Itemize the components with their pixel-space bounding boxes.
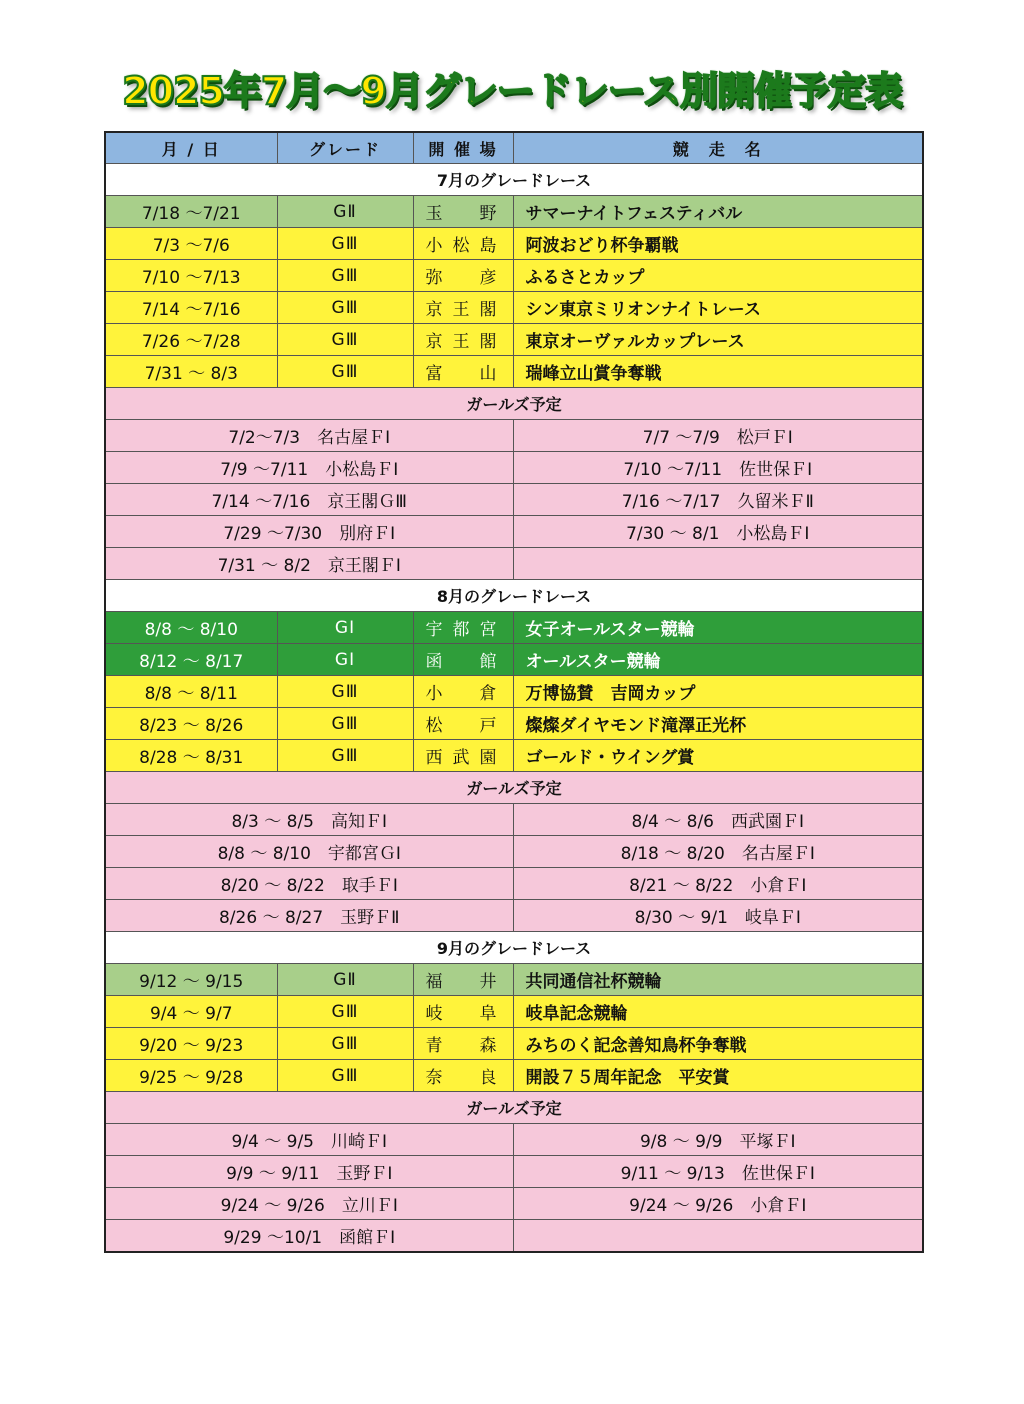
girls-row bbox=[105, 1188, 923, 1220]
girls-entry-right: 8/30 ～ 9/1 岐阜ＦⅠ bbox=[513, 900, 923, 932]
race-venue: 奈良 bbox=[413, 1060, 513, 1092]
girls-entry-left: 8/20 ～ 8/22 取手ＦⅠ bbox=[105, 868, 513, 900]
race-name: 共同通信社杯競輪 bbox=[513, 964, 923, 996]
race-grade: GⅢ bbox=[277, 1028, 413, 1060]
race-date: 9/20 ～ 9/23 bbox=[105, 1028, 277, 1060]
girls-row bbox=[105, 452, 923, 484]
race-venue: 京王閣 bbox=[413, 292, 513, 324]
race-row bbox=[105, 740, 923, 772]
girls-section-title: ガールズ予定 bbox=[105, 772, 923, 804]
race-grade: GⅢ bbox=[277, 260, 413, 292]
section-heading-august bbox=[105, 580, 923, 612]
race-name: ゴールド・ウイング賞 bbox=[513, 740, 923, 772]
header-grade: グレード bbox=[277, 132, 413, 164]
race-name: 岐阜記念競輪 bbox=[513, 996, 923, 1028]
section-heading-september bbox=[105, 932, 923, 964]
race-venue: 青森 bbox=[413, 1028, 513, 1060]
race-venue: 小倉 bbox=[413, 676, 513, 708]
girls-section-title: ガールズ予定 bbox=[105, 1092, 923, 1124]
race-date: 7/10 ～7/13 bbox=[105, 260, 277, 292]
race-venue: 富山 bbox=[413, 356, 513, 388]
race-row bbox=[105, 964, 923, 996]
race-grade: GⅢ bbox=[277, 740, 413, 772]
race-venue: 福井 bbox=[413, 964, 513, 996]
girls-entry-left: 7/29 ～7/30 別府ＦⅠ bbox=[105, 516, 513, 548]
girls-entry-right: 9/8 ～ 9/9 平塚ＦⅠ bbox=[513, 1124, 923, 1156]
girls-entry-left: 9/9 ～ 9/11 玉野ＦⅠ bbox=[105, 1156, 513, 1188]
race-grade: GⅠ bbox=[277, 644, 413, 676]
schedule-table bbox=[104, 131, 924, 1253]
girls-heading-august bbox=[105, 772, 923, 804]
race-row bbox=[105, 1028, 923, 1060]
race-name: みちのく記念善知鳥杯争奪戦 bbox=[513, 1028, 923, 1060]
girls-row bbox=[105, 868, 923, 900]
race-venue: 弥彦 bbox=[413, 260, 513, 292]
girls-heading-september bbox=[105, 1092, 923, 1124]
girls-entry-right: 7/10 ～7/11 佐世保ＦⅠ bbox=[513, 452, 923, 484]
race-name: 万博協賛 吉岡カップ bbox=[513, 676, 923, 708]
race-date: 7/26 ～7/28 bbox=[105, 324, 277, 356]
race-name: シン東京ミリオンナイトレース bbox=[513, 292, 923, 324]
race-date: 8/28 ～ 8/31 bbox=[105, 740, 277, 772]
race-name: 女子オールスター競輪 bbox=[513, 612, 923, 644]
race-venue: 西武園 bbox=[413, 740, 513, 772]
girls-entry-left: 7/9 ～7/11 小松島ＦⅠ bbox=[105, 452, 513, 484]
race-date: 7/18 ～7/21 bbox=[105, 196, 277, 228]
race-date: 9/4 ～ 9/7 bbox=[105, 996, 277, 1028]
girls-entry-left: 8/26 ～ 8/27 玉野ＦⅡ bbox=[105, 900, 513, 932]
race-date: 8/8 ～ 8/11 bbox=[105, 676, 277, 708]
race-date: 9/12 ～ 9/15 bbox=[105, 964, 277, 996]
race-grade: GⅡ bbox=[277, 964, 413, 996]
race-name: 瑞峰立山賞争奪戦 bbox=[513, 356, 923, 388]
race-row bbox=[105, 644, 923, 676]
girls-row bbox=[105, 900, 923, 932]
race-grade: GⅢ bbox=[277, 292, 413, 324]
section-title: 7月のグレードレース bbox=[105, 164, 923, 196]
race-row bbox=[105, 324, 923, 356]
race-grade: GⅢ bbox=[277, 996, 413, 1028]
girls-entry-right bbox=[513, 1220, 923, 1253]
race-row bbox=[105, 260, 923, 292]
girls-entry-right bbox=[513, 548, 923, 580]
race-venue: 京王閣 bbox=[413, 324, 513, 356]
race-row bbox=[105, 708, 923, 740]
race-row bbox=[105, 1060, 923, 1092]
race-name: 阿波おどり杯争覇戦 bbox=[513, 228, 923, 260]
girls-row bbox=[105, 1156, 923, 1188]
race-venue: 小松島 bbox=[413, 228, 513, 260]
race-venue: 函館 bbox=[413, 644, 513, 676]
race-name: 燦燦ダイヤモンド滝澤正光杯 bbox=[513, 708, 923, 740]
section-title: 8月のグレードレース bbox=[105, 580, 923, 612]
girls-entry-left: 8/8 ～ 8/10 宇都宮ＧⅠ bbox=[105, 836, 513, 868]
race-grade: GⅡ bbox=[277, 196, 413, 228]
race-venue: 松戸 bbox=[413, 708, 513, 740]
section-title: 9月のグレードレース bbox=[105, 932, 923, 964]
race-row bbox=[105, 196, 923, 228]
girls-heading-july bbox=[105, 388, 923, 420]
header-date: 月 / 日 bbox=[105, 132, 277, 164]
table-header-row bbox=[105, 132, 923, 164]
race-date: 8/8 ～ 8/10 bbox=[105, 612, 277, 644]
girls-row bbox=[105, 836, 923, 868]
race-date: 9/25 ～ 9/28 bbox=[105, 1060, 277, 1092]
race-row bbox=[105, 676, 923, 708]
girls-entry-left: 7/31 ～ 8/2 京王閣ＦⅠ bbox=[105, 548, 513, 580]
race-grade: GⅢ bbox=[277, 324, 413, 356]
race-row bbox=[105, 292, 923, 324]
girls-entry-left: 7/2～7/3 名古屋ＦⅠ bbox=[105, 420, 513, 452]
girls-entry-left: 7/14 ～7/16 京王閣ＧⅢ bbox=[105, 484, 513, 516]
race-date: 8/23 ～ 8/26 bbox=[105, 708, 277, 740]
girls-entry-right: 9/11 ～ 9/13 佐世保ＦⅠ bbox=[513, 1156, 923, 1188]
race-name: 開設７５周年記念 平安賞 bbox=[513, 1060, 923, 1092]
race-row bbox=[105, 356, 923, 388]
race-name: ふるさとカップ bbox=[513, 260, 923, 292]
race-row bbox=[105, 612, 923, 644]
race-row bbox=[105, 228, 923, 260]
race-date: 7/3 ～7/6 bbox=[105, 228, 277, 260]
girls-row bbox=[105, 1220, 923, 1253]
race-grade: GⅠ bbox=[277, 612, 413, 644]
race-date: 7/14 ～7/16 bbox=[105, 292, 277, 324]
girls-row bbox=[105, 804, 923, 836]
girls-entry-right: 8/18 ～ 8/20 名古屋ＦⅠ bbox=[513, 836, 923, 868]
girls-row bbox=[105, 484, 923, 516]
race-date: 8/12 ～ 8/17 bbox=[105, 644, 277, 676]
race-venue: 岐阜 bbox=[413, 996, 513, 1028]
girls-row bbox=[105, 516, 923, 548]
race-grade: GⅢ bbox=[277, 356, 413, 388]
girls-entry-right: 9/24 ～ 9/26 小倉ＦⅠ bbox=[513, 1188, 923, 1220]
race-grade: GⅢ bbox=[277, 228, 413, 260]
girls-entry-right: 8/21 ～ 8/22 小倉ＦⅠ bbox=[513, 868, 923, 900]
page-title: 2025年7月～9月グレードレース別開催予定表 bbox=[122, 69, 902, 113]
race-venue: 宇都宮 bbox=[413, 612, 513, 644]
race-venue: 玉野 bbox=[413, 196, 513, 228]
race-date: 7/31 ～ 8/3 bbox=[105, 356, 277, 388]
race-name: オールスター競輪 bbox=[513, 644, 923, 676]
girls-row bbox=[105, 548, 923, 580]
girls-entry-right: 7/16 ～7/17 久留米ＦⅡ bbox=[513, 484, 923, 516]
girls-section-title: ガールズ予定 bbox=[105, 388, 923, 420]
header-venue: 開 催 場 bbox=[413, 132, 513, 164]
race-row bbox=[105, 996, 923, 1028]
girls-entry-right: 7/30 ～ 8/1 小松島ＦⅠ bbox=[513, 516, 923, 548]
girls-entry-left: 8/3 ～ 8/5 高知ＦⅠ bbox=[105, 804, 513, 836]
header-race: 競 走 名 bbox=[513, 132, 923, 164]
girls-row bbox=[105, 1124, 923, 1156]
girls-entry-right: 7/7 ～7/9 松戸ＦⅠ bbox=[513, 420, 923, 452]
race-name: サマーナイトフェスティバル bbox=[513, 196, 923, 228]
race-grade: GⅢ bbox=[277, 708, 413, 740]
girls-entry-right: 8/4 ～ 8/6 西武園ＦⅠ bbox=[513, 804, 923, 836]
girls-entry-left: 9/29 ～10/1 函館ＦⅠ bbox=[105, 1220, 513, 1253]
section-heading-july bbox=[105, 164, 923, 196]
race-grade: GⅢ bbox=[277, 1060, 413, 1092]
girls-entry-left: 9/24 ～ 9/26 立川ＦⅠ bbox=[105, 1188, 513, 1220]
race-name: 東京オーヴァルカップレース bbox=[513, 324, 923, 356]
girls-row bbox=[105, 420, 923, 452]
race-grade: GⅢ bbox=[277, 676, 413, 708]
girls-entry-left: 9/4 ～ 9/5 川崎ＦⅠ bbox=[105, 1124, 513, 1156]
